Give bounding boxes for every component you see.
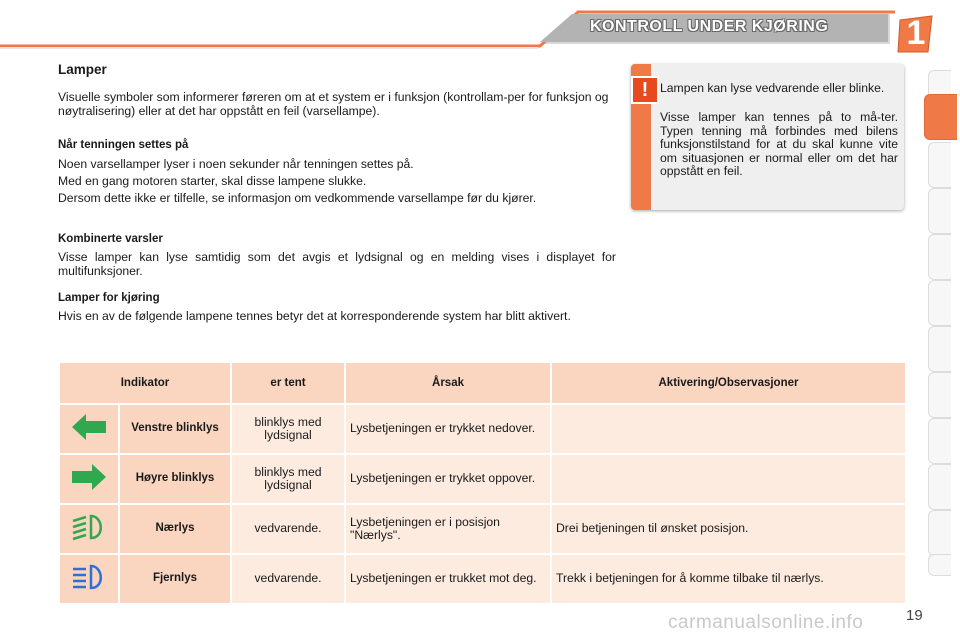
chapter-tabs: [928, 70, 960, 575]
warning-paragraph-2: Visse lamper kan tennes på to må-ter. Typen tenning må forbindes med bilens funksjonstilstand for at du skal kunne vite om situasjonen er normal eller om det har oppstått en feil.: [660, 110, 898, 178]
driving-paragraph: Hvis en av de følgende lampene tennes betyr det at korresponderende system har blitt aktivert.: [58, 309, 571, 323]
table-row: [60, 505, 905, 553]
combined-heading: Kombinerte varsler: [58, 233, 163, 245]
indicator-cause: Lysbetjeningen er trykket oppover.: [346, 455, 550, 503]
chapter-tab[interactable]: [928, 510, 951, 556]
page-header-title: KONTROLL UNDER KJØRING: [590, 18, 829, 35]
chapter-tab[interactable]: [928, 418, 951, 464]
exclamation-icon: !: [631, 76, 659, 104]
indicator-action: Drei betjeningen til ønsket posisjon.: [552, 505, 905, 553]
low-beam-icon: [69, 512, 109, 542]
table-row: [60, 555, 905, 603]
indicator-action: Trekk i betjeningen for å komme tilbake til nærlys.: [552, 555, 905, 603]
combined-paragraph: Visse lamper kan lyse samtidig som det avgis et lydsignal og en melding vises i displayet for multifunksjoner.: [58, 250, 616, 278]
indicator-cause: Lysbetjeningen er trykket nedover.: [346, 405, 550, 453]
header-cause: Årsak: [346, 363, 550, 403]
table-row: [60, 455, 905, 503]
ignition-heading: Når tenningen settes på: [58, 139, 189, 151]
left-arrow-icon: [70, 412, 108, 442]
indicator-state: blinklys med lydsignal: [232, 455, 344, 503]
indicator-icon-cell: [60, 505, 118, 553]
indicator-name: Nærlys: [120, 505, 230, 553]
indicator-name: Høyre blinklys: [120, 455, 230, 503]
chapter-tab[interactable]: [928, 464, 951, 510]
chapter-tab[interactable]: [928, 188, 951, 234]
indicator-name: Venstre blinklys: [120, 405, 230, 453]
ignition-paragraph-2: Med en gang motoren starter, skal disse lampene slukke.: [58, 174, 367, 188]
chapter-tab[interactable]: [928, 142, 951, 188]
watermark: carmanualsonline.info: [668, 612, 864, 633]
chapter-tab[interactable]: [928, 554, 951, 576]
indicator-state: blinklys med lydsignal: [232, 405, 344, 453]
header-action: Aktivering/Observasjoner: [552, 363, 905, 403]
page-number: 19: [906, 607, 923, 624]
chapter-tab[interactable]: [928, 234, 951, 280]
right-arrow-icon: [70, 462, 108, 492]
warning-paragraph-1: Lampen kan lyse vedvarende eller blinke.: [660, 81, 885, 95]
chapter-tab[interactable]: [928, 280, 951, 326]
table-row: [60, 405, 905, 453]
indicator-icon-cell: [60, 555, 118, 603]
indicator-icon-cell: [60, 405, 118, 453]
intro-paragraph: Visuelle symboler som informerer føreren om at et system er i funksjon (kontrollam-per for funksjon og nøytralisering) eller at det har oppstått en feil (varsellampe).: [58, 90, 609, 118]
ignition-paragraph-3: Dersom dette ikke er tilfelle, se informasjon om vedkommende varsellampe før du kjører.: [58, 191, 537, 205]
header-indicator: Indikator: [60, 363, 230, 403]
indicator-name: Fjernlys: [120, 555, 230, 603]
driving-heading: Lamper for kjøring: [58, 292, 160, 304]
header-state: er tent: [232, 363, 344, 403]
high-beam-icon: [69, 562, 109, 592]
indicator-cause: Lysbetjeningen er trukket mot deg.: [346, 555, 550, 603]
chapter-number: 1: [906, 14, 926, 52]
indicator-state: vedvarende.: [232, 555, 344, 603]
chapter-tab[interactable]: [928, 372, 951, 418]
indicator-action: [552, 405, 905, 453]
indicator-icon-cell: [60, 455, 118, 503]
chapter-tab[interactable]: [928, 326, 951, 372]
indicator-action: [552, 455, 905, 503]
chapter-tab-active[interactable]: [924, 94, 957, 140]
indicator-cause: Lysbetjeningen er i posisjon "Nærlys".: [346, 505, 550, 553]
indicator-state: vedvarende.: [232, 505, 344, 553]
ignition-paragraph-1: Noen varsellamper lyser i noen sekunder når tenningen settes på.: [58, 157, 414, 171]
indicator-table: [58, 361, 907, 605]
section-title: Lamper: [58, 62, 107, 77]
table-header-row: [60, 363, 905, 403]
